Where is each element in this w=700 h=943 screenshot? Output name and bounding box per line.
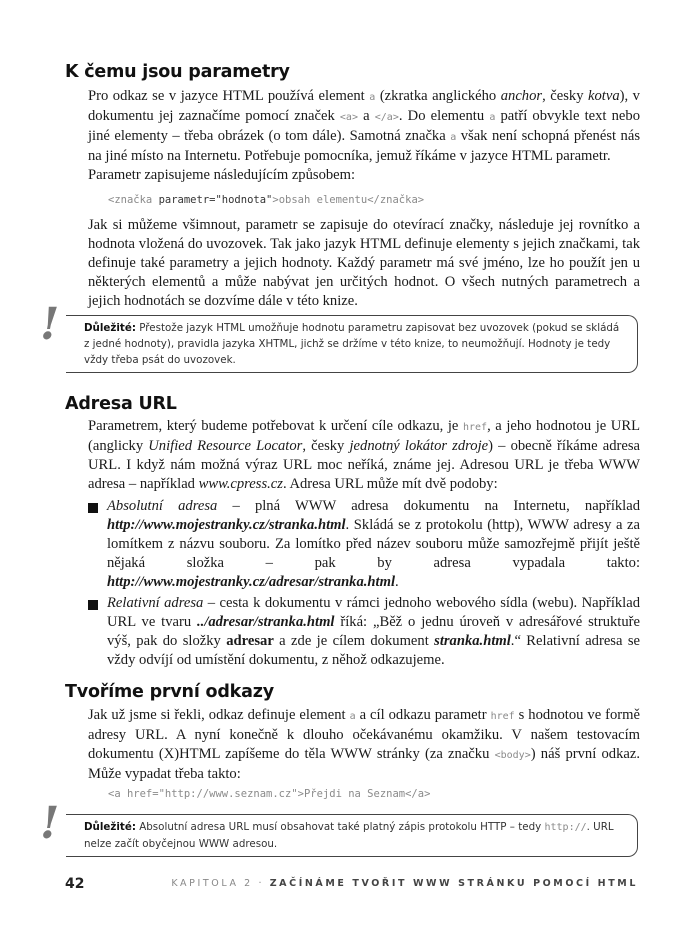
section-heading-url: Adresa URL (65, 394, 177, 414)
code-param: parametr="hodnota" (158, 194, 273, 206)
text: a cíl odkazu parametr (355, 707, 491, 723)
inline-code: <body> (494, 750, 531, 761)
inline-code: a (369, 92, 376, 103)
note-label: Důležité: (84, 322, 136, 334)
running-footer (171, 878, 638, 889)
emphasis: www.cpress.cz (198, 476, 283, 492)
note-box-protocol (66, 814, 638, 857)
emphasis: Unified Resource Locator (148, 438, 303, 454)
emphasis: kotva (588, 88, 620, 104)
inline-code: a (450, 132, 457, 143)
text: a (357, 108, 375, 124)
text: – cesta k dokumentu v rámci jednoho webového sídla (webu). Například URL ve tvaru (107, 595, 640, 630)
chapter-title: ZAČÍNÁME TVOŘIT WWW STRÁNKU POMOCÍ HTML (269, 878, 638, 889)
inline-code: <a> (339, 112, 358, 123)
url-example: http://www.mojestranky.cz/adresar/stranka.html (107, 574, 396, 590)
code-example-link: <a href="http://www.seznam.cz">Přejdi na Seznam</a> (108, 788, 431, 800)
bullet-relative-address (107, 594, 640, 670)
paragraph-parameters-intro (88, 87, 640, 166)
emphasis: jednotný lokátor zdroje (349, 438, 489, 454)
text: .“ Relativní adresa se vždy odvíjí od umístění dokumentu, z něhož odkazujeme. (107, 633, 640, 668)
text: , česky (302, 438, 350, 454)
chapter-label: KAPITOLA 2 (171, 878, 253, 889)
note-box-quotes (66, 315, 638, 373)
separator: · (252, 878, 270, 889)
bullet-square (88, 503, 98, 513)
text: ) – obecně říkáme adresa URL. I když nám možná výraz URL moc neříká, známe jej. Adresou URL je třeba WWW adresa – například (88, 438, 640, 492)
text: . Adresa URL může mít dvě podoby: (282, 476, 498, 492)
text: . (395, 574, 399, 590)
page-number: 42 (65, 876, 85, 892)
text: s hodnotou ve formě adresy URL. A nyní konečně k dlouho očekávanému okamžiku. V našem testovacím dokumentu (X)HTML zapíšeme do těla WWW stránky (za značku (88, 707, 640, 762)
paragraph-parameter-explanation: Jak si můžeme všimnout, parametr se zapisuje do otevírací značky, následuje jej rovnítko a hodnota vložená do uvozovek. Tak jako jazyk HTML definuje elementy s jejich značkami, tak definuje také parametry a jejich hodnoty. Každý parametr má své jméno, lze ho použít jen u některých elementů a může nabývat jen určitých hodnot. O všech nutných parametrech a jejich hodnotách se dozvíme dále v této knize. (88, 217, 640, 309)
paragraph-first-links (88, 706, 640, 784)
url-example: ../adresar/stranka.html (197, 614, 335, 630)
exclamation-icon: ! (40, 299, 60, 350)
paragraph-syntax-lead: Parametr zapisujeme následujícím způsobem: (88, 167, 356, 183)
inline-code: http:// (544, 822, 587, 833)
text: a zde je cílem dokument (273, 633, 435, 649)
note-text: Absolutní adresa URL musí obsahovat také platný zápis protokolu HTTP – tedy (135, 821, 545, 833)
note-text: Přestože jazyk HTML umožňuje hodnotu parametru zapisovat bez uvozovek (pokud se skládá z jedné hodnoty), pravidla jazyka XHTML, jichž se držíme v této knize, to neumožňují. Hodnoty je tedy vždy třeba psát do uvozovek. (84, 322, 620, 366)
bullet-absolute-address (107, 497, 640, 592)
text: říká: „Běž o jednu úroveň v adresářové struktuře výš, pak do složky (107, 614, 640, 649)
text: však není schopná přenést nás na jiné místo na Internetu. Potřebuje pomocníka, jemuž říkáme v jazyce HTML parametr. (88, 128, 640, 164)
emphasis: anchor (500, 88, 543, 104)
text: – plná WWW adresa dokumentu na Internetu, například (217, 498, 641, 514)
term: Relativní adresa (107, 595, 204, 611)
inline-code: href (462, 422, 488, 433)
url-example: http://www.mojestranky.cz/stranka.html (107, 517, 346, 533)
text: (zkratka anglického (375, 88, 501, 104)
note-text: . URL nelze začít obyčejnou WWW adresou. (84, 821, 614, 850)
exclamation-icon: ! (40, 798, 60, 849)
note-label: Důležité: (84, 821, 136, 833)
bullet-square (88, 600, 98, 610)
text: Jak už jsme si řekli, odkaz definuje element (88, 707, 350, 723)
text: , a jeho hodnotou je URL (anglicky (88, 418, 640, 454)
code-part: >obsah elementu</značka> (272, 194, 425, 206)
inline-code: href (490, 711, 515, 722)
section-heading-parameters: K čemu jsou parametry (65, 62, 290, 82)
text: Pro odkaz se v jazyce HTML používá element (88, 88, 370, 104)
term: Absolutní adresa (107, 498, 218, 514)
file-name: stranka.html (434, 633, 511, 649)
inline-code: a (489, 112, 496, 123)
code-part: <značka (108, 194, 159, 206)
inline-code: </a> (374, 112, 399, 123)
text: , česky (542, 88, 589, 104)
text: . Do elementu (398, 108, 490, 124)
text: patří obvykle text nebo jiné elementy – třeba obrázek (o tom dále). Samotná značka (88, 108, 640, 144)
code-example-parameter (108, 194, 424, 206)
text: ) náš první odkaz. Může vypadat třeba takto: (88, 746, 641, 782)
inline-code: a (349, 711, 356, 722)
folder-name: adresar (226, 633, 274, 649)
text: Parametrem, který budeme potřebovat k určení cíle odkazu, je (88, 418, 463, 434)
text: ), v dokumentu jej zaznačíme pomocí značek (88, 88, 640, 124)
text: . Skládá se z protokolu (http), WWW adresy a za lomítkem z názvu souboru. Za lomítko před název souboru může samozřejmě přijít ještě nějaká složka – pak by adresa vypadala takto: (107, 517, 640, 571)
paragraph-url-intro (88, 417, 640, 494)
section-heading-first-links: Tvoříme první odkazy (65, 682, 274, 702)
